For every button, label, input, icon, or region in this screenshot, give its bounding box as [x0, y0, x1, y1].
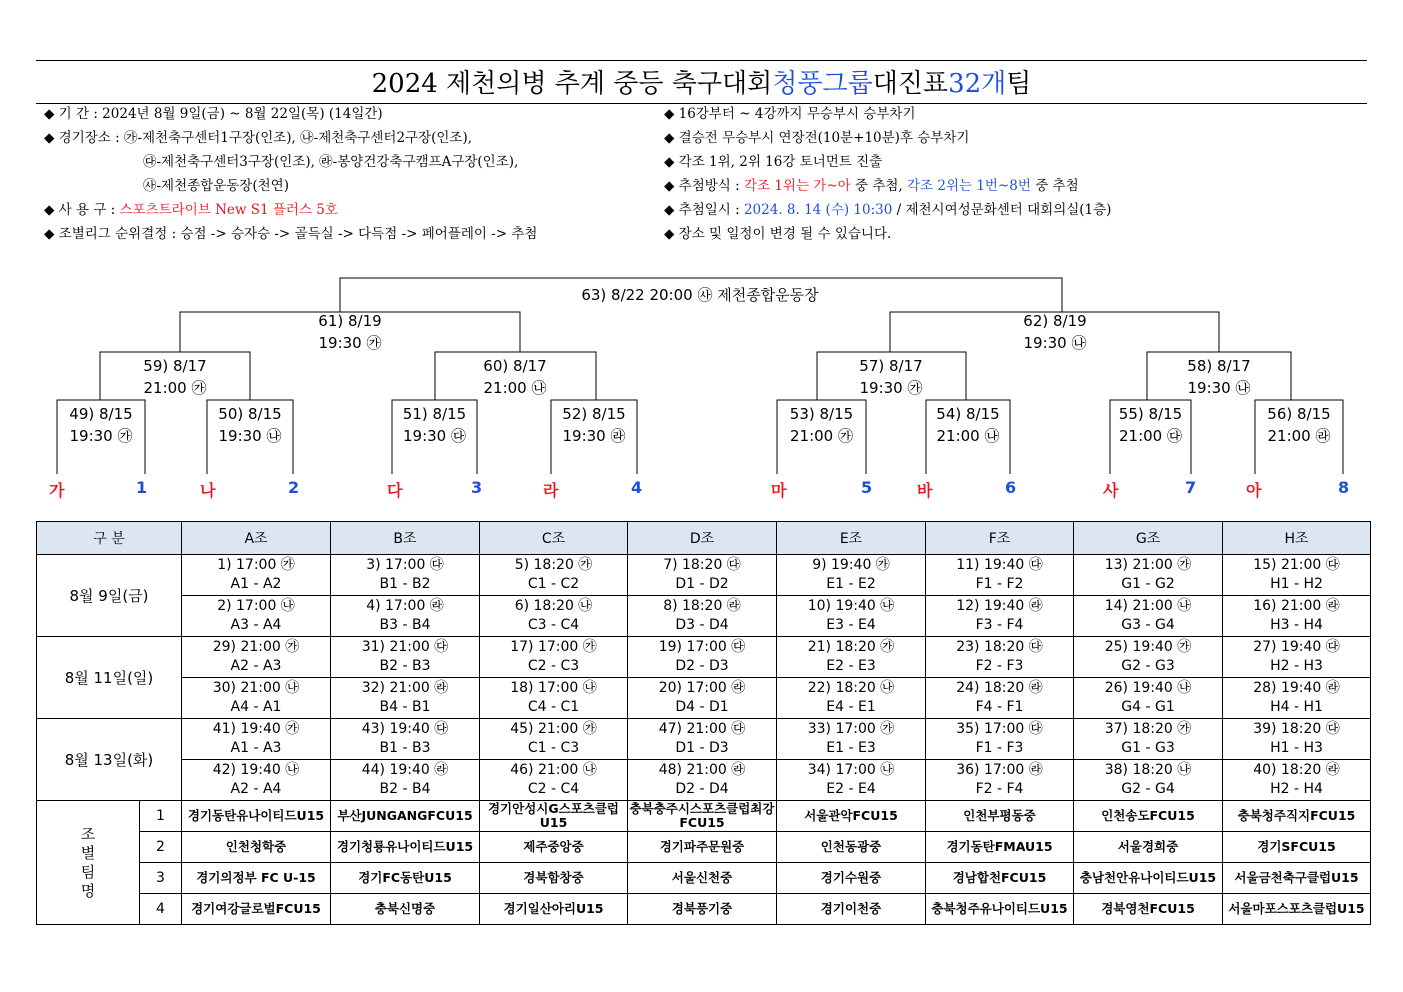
match-time: 47) 21:00 ㉰ — [658, 721, 746, 737]
team-name: 경기안성시G스포츠클럽U15 — [480, 801, 628, 832]
match-pair: C1 - C3 — [527, 740, 580, 756]
table-row — [37, 637, 1371, 678]
match-time: 14) 21:00 ㉯ — [1104, 598, 1192, 614]
match-cell — [926, 678, 1074, 719]
info-ball-label: ◆ 사 용 구 : — [44, 202, 120, 218]
team-name: 서울관악FCU15 — [777, 801, 926, 832]
match-pair: H2 - H4 — [1270, 781, 1323, 797]
match-pair: A2 - A4 — [230, 781, 282, 797]
team-name: 경북영천FCU15 — [1074, 894, 1223, 925]
match-pair: H1 - H2 — [1270, 576, 1323, 592]
match-cell — [777, 719, 926, 760]
match-pair: C2 - C4 — [527, 781, 580, 797]
match-time: 45) 21:00 ㉮ — [510, 721, 597, 737]
match-cell — [926, 637, 1074, 678]
title-text: 2024 제천의병 추계 중등 축구대회 — [371, 68, 773, 99]
info-notice: ◆ 장소 및 일정이 변경 될 수 있습니다. — [664, 226, 892, 242]
match-cell — [628, 637, 777, 678]
team-name: 경북풍기중 — [628, 894, 777, 925]
match-cell — [1223, 596, 1371, 637]
match-pair: E2 - E4 — [826, 781, 876, 797]
match-cell — [480, 760, 628, 801]
match-50-label: 50) 8/15 — [218, 405, 282, 423]
header-group: C조 — [480, 522, 628, 555]
slot-number: 4 — [631, 478, 643, 497]
team-row — [37, 832, 1371, 863]
match-cell — [1074, 555, 1223, 596]
match-cell — [480, 678, 628, 719]
match-pair: E1 - E2 — [826, 576, 876, 592]
team-name: 서울마포스포츠클럽U15 — [1223, 894, 1371, 925]
slot-letter: 가 — [49, 481, 65, 500]
match-pair: A1 - A3 — [230, 740, 282, 756]
match-52-label: 52) 8/15 — [562, 405, 626, 423]
match-time: 19) 17:00 ㉰ — [658, 639, 746, 655]
match-pair: C3 - C4 — [527, 617, 580, 633]
teams-label-char: 조 — [80, 824, 96, 843]
draw-date-value: 2024. 8. 14 (수) 10:30 — [743, 202, 893, 218]
table-row — [37, 760, 1371, 801]
header-group: D조 — [628, 522, 777, 555]
match-55-label: 55) 8/15 — [1118, 405, 1183, 423]
match-pair: A1 - A2 — [230, 576, 282, 592]
match-cell — [331, 637, 480, 678]
slot-letter: 라 — [543, 481, 559, 500]
title-rule — [36, 103, 1367, 104]
match-time: 40) 18:20 ㉱ — [1253, 762, 1340, 778]
match-56-label: 56) 8/15 — [1267, 405, 1331, 423]
match-pair: E2 - E3 — [826, 658, 876, 674]
match-pair: B3 - B4 — [379, 617, 431, 633]
info-venue-3: ㉴-제천종합운동장(천연) — [143, 178, 289, 194]
match-pair: G3 - G4 — [1121, 617, 1175, 633]
match-pair: B1 - B3 — [379, 740, 431, 756]
match-time: 5) 18:20 ㉮ — [514, 557, 593, 573]
info-draw-date — [664, 201, 1111, 219]
match-49-label: 49) 8/15 — [69, 405, 133, 423]
match-time: 34) 17:00 ㉯ — [807, 762, 895, 778]
match-58-time: 19:30 ㉯ — [1187, 379, 1251, 397]
team-name: 인천부평동중 — [926, 801, 1074, 832]
draw-second-place: 각조 2위는 1번~8번 — [907, 178, 1031, 194]
match-cell — [331, 719, 480, 760]
team-name: 경기의정부 FC U-15 — [182, 863, 331, 894]
draw-place: / 제천시여성문화센터 대회의실(1층) — [892, 202, 1112, 218]
match-61-label: 61) 8/19 — [318, 312, 382, 330]
team-name: 충북신명중 — [331, 894, 480, 925]
team-name: 제주중앙중 — [480, 832, 628, 863]
match-time: 21) 18:20 ㉮ — [807, 639, 895, 655]
slot-number: 6 — [1005, 478, 1017, 497]
team-name: 서울경희중 — [1074, 832, 1223, 863]
match-cell — [331, 760, 480, 801]
team-rank: 4 — [140, 894, 182, 925]
table-row — [37, 596, 1371, 637]
match-time: 23) 18:20 ㉰ — [956, 639, 1043, 655]
team-name: 충북청주직지FCU15 — [1223, 801, 1371, 832]
match-pair: E1 - E3 — [826, 740, 876, 756]
match-time: 6) 18:20 ㉯ — [514, 598, 593, 614]
match-cell — [628, 719, 777, 760]
match-cell — [182, 719, 331, 760]
match-cell — [628, 760, 777, 801]
match-time: 42) 19:40 ㉯ — [212, 762, 300, 778]
match-time: 8) 18:20 ㉱ — [663, 598, 741, 614]
match-time: 39) 18:20 ㉰ — [1253, 721, 1340, 737]
match-time: 28) 19:40 ㉱ — [1253, 680, 1340, 696]
team-name: 경기이천중 — [777, 894, 926, 925]
match-51-time: 19:30 ㉰ — [403, 427, 466, 445]
match-pair: A3 - A4 — [230, 617, 282, 633]
match-time: 48) 21:00 ㉱ — [658, 762, 746, 778]
info-rule-pk: ◆ 16강부터 ~ 4강까지 무승부시 승부차기 — [664, 106, 916, 122]
header-group: G조 — [1074, 522, 1223, 555]
match-time: 9) 19:40 ㉮ — [812, 557, 890, 573]
team-row — [37, 894, 1371, 925]
match-time: 3) 17:00 ㉰ — [366, 557, 444, 573]
match-pair: H4 - H1 — [1270, 699, 1323, 715]
team-name: 부산JUNGANGFCU15 — [331, 801, 480, 832]
match-60-label: 60) 8/17 — [483, 357, 547, 375]
match-pair: H1 - H3 — [1270, 740, 1323, 756]
match-time: 35) 17:00 ㉰ — [956, 721, 1043, 737]
match-cell — [182, 596, 331, 637]
slot-letter: 다 — [387, 481, 403, 500]
match-time: 2) 17:00 ㉯ — [217, 598, 295, 614]
slot-number: 2 — [288, 478, 300, 497]
match-cell — [1223, 637, 1371, 678]
match-time: 29) 21:00 ㉮ — [212, 639, 300, 655]
match-51-label: 51) 8/15 — [402, 405, 467, 423]
slot-number: 3 — [471, 478, 483, 497]
match-cell — [926, 719, 1074, 760]
match-date: 8월 11일(일) — [37, 637, 182, 719]
match-pair: G1 - G2 — [1121, 576, 1175, 592]
match-time: 17) 17:00 ㉮ — [510, 639, 597, 655]
match-pair: G1 - G3 — [1121, 740, 1175, 756]
team-rank: 3 — [140, 863, 182, 894]
team-name: 경기동탄FMAU15 — [926, 832, 1074, 863]
team-row — [37, 801, 1371, 832]
info-venue: ◆ 경기장소 : ㉮-제천축구센터1구장(인조), ㉯-제천축구센터2구장(인조), — [44, 130, 473, 146]
match-pair: H2 - H3 — [1270, 658, 1323, 674]
team-name: 경기일산아리U15 — [480, 894, 628, 925]
page-title — [36, 60, 1367, 102]
match-time: 32) 21:00 ㉱ — [361, 680, 449, 696]
match-62-label: 62) 8/19 — [1023, 312, 1087, 330]
match-cell — [777, 637, 926, 678]
slot-letter: 나 — [200, 481, 216, 500]
match-time: 43) 19:40 ㉰ — [361, 721, 449, 737]
match-cell — [1074, 760, 1223, 801]
match-cell — [777, 760, 926, 801]
match-time: 20) 17:00 ㉱ — [658, 680, 746, 696]
info-draw-method — [664, 177, 1079, 195]
header-group: A조 — [182, 522, 331, 555]
match-53-label: 53) 8/15 — [789, 405, 854, 423]
team-name: 충북청주유나이티드U15 — [926, 894, 1074, 925]
team-name: 서울금천축구클럽U15 — [1223, 863, 1371, 894]
table-header-row — [37, 522, 1371, 555]
slot-letter: 바 — [917, 481, 933, 500]
match-cell — [777, 555, 926, 596]
match-pair: B4 - B1 — [379, 699, 431, 715]
table-row — [37, 555, 1371, 596]
slot-letter: 사 — [1103, 481, 1119, 500]
match-time: 33) 17:00 ㉮ — [807, 721, 895, 737]
match-pair: D1 - D3 — [675, 740, 729, 756]
match-pair: D2 - D3 — [675, 658, 729, 674]
slot-number: 1 — [136, 478, 148, 497]
match-cell — [628, 678, 777, 719]
match-59-time: 21:00 ㉮ — [143, 379, 207, 397]
match-cell — [1074, 637, 1223, 678]
match-pair: F2 - F3 — [975, 658, 1024, 674]
header-group: E조 — [777, 522, 926, 555]
match-pair: B2 - B4 — [379, 781, 431, 797]
teams-label-char: 명 — [80, 881, 96, 900]
team-name: 경기파주문원중 — [628, 832, 777, 863]
header-group: H조 — [1223, 522, 1371, 555]
match-time: 30) 21:00 ㉯ — [212, 680, 300, 696]
slot-number: 5 — [861, 478, 873, 497]
title-text-2: 대진표 — [872, 68, 949, 99]
slot-number: 8 — [1338, 478, 1350, 497]
draw-method-label: ◆ 추첨방식 : — [664, 178, 744, 194]
team-name: 충남천안유나이티드U15 — [1074, 863, 1223, 894]
match-time: 10) 19:40 ㉯ — [807, 598, 895, 614]
team-name: 충북충주시스포츠클럽최강FCU15 — [628, 801, 777, 832]
header-group: F조 — [926, 522, 1074, 555]
draw-text-2: 중 추첨 — [1030, 178, 1079, 194]
match-time: 36) 17:00 ㉱ — [956, 762, 1043, 778]
match-pair: C1 - C2 — [527, 576, 580, 592]
info-rule-advance: ◆ 각조 1위, 2위 16강 토너먼트 진출 — [664, 154, 883, 170]
match-time: 16) 21:00 ㉱ — [1253, 598, 1340, 614]
match-pair: A4 - A1 — [230, 699, 282, 715]
match-cell — [628, 596, 777, 637]
team-row — [37, 863, 1371, 894]
match-pair: D4 - D1 — [675, 699, 729, 715]
match-cell — [480, 596, 628, 637]
match-61-time: 19:30 ㉮ — [318, 334, 382, 352]
match-cell — [777, 596, 926, 637]
teams-label — [37, 801, 140, 925]
match-cell — [182, 637, 331, 678]
match-57-time: 19:30 ㉮ — [859, 379, 923, 397]
header-group: B조 — [331, 522, 480, 555]
team-name: 경기SFCU15 — [1223, 832, 1371, 863]
table-row — [37, 719, 1371, 760]
match-pair: C4 - C1 — [527, 699, 580, 715]
match-time: 38) 18:20 ㉯ — [1104, 762, 1192, 778]
draw-first-place: 각조 1위는 가~아 — [743, 178, 851, 194]
match-cell — [1223, 678, 1371, 719]
match-cell — [480, 637, 628, 678]
match-cell — [1074, 596, 1223, 637]
match-time: 27) 19:40 ㉰ — [1253, 639, 1340, 655]
match-cell — [1223, 760, 1371, 801]
match-pair: H3 - H4 — [1270, 617, 1323, 633]
draw-date-label: ◆ 추첨일시 : — [664, 202, 744, 218]
match-cell — [777, 678, 926, 719]
draw-text: 중 추첨, — [850, 178, 907, 194]
match-49-time: 19:30 ㉮ — [69, 427, 133, 445]
match-time: 18) 17:00 ㉯ — [510, 680, 597, 696]
match-cell — [1223, 555, 1371, 596]
match-52-time: 19:30 ㉱ — [562, 427, 626, 445]
team-name: 인천동광중 — [777, 832, 926, 863]
match-cell — [926, 760, 1074, 801]
match-time: 26) 19:40 ㉯ — [1104, 680, 1192, 696]
team-name: 경북함창중 — [480, 863, 628, 894]
match-63-label: 63) 8/22 20:00 ㉴ 제천종합운동장 — [581, 286, 819, 304]
schedule-table — [36, 521, 1371, 925]
slot-number: 7 — [1185, 478, 1197, 497]
match-pair: F3 - F4 — [975, 617, 1024, 633]
header-category: 구 분 — [37, 522, 182, 555]
match-58-label: 58) 8/17 — [1187, 357, 1251, 375]
team-rank: 2 — [140, 832, 182, 863]
match-time: 22) 18:20 ㉯ — [807, 680, 895, 696]
match-date: 8월 13일(화) — [37, 719, 182, 801]
match-time: 13) 21:00 ㉮ — [1104, 557, 1192, 573]
match-57-label: 57) 8/17 — [859, 357, 923, 375]
match-time: 24) 18:20 ㉱ — [956, 680, 1043, 696]
match-pair: F4 - F1 — [975, 699, 1024, 715]
match-55-time: 21:00 ㉰ — [1119, 427, 1182, 445]
match-56-time: 21:00 ㉱ — [1267, 427, 1331, 445]
title-team-count: 32개 — [948, 68, 1007, 99]
table-row — [37, 678, 1371, 719]
team-name: 경기청룡유나이티드U15 — [331, 832, 480, 863]
match-time: 7) 18:20 ㉰ — [663, 557, 741, 573]
info-period: ◆ 기 간 : 2024년 8월 9일(금) ~ 8월 22일(목) (14일간) — [44, 106, 383, 122]
match-date: 8월 9일(금) — [37, 555, 182, 637]
match-cell — [331, 678, 480, 719]
slot-letter: 아 — [1246, 481, 1262, 500]
match-time: 12) 19:40 ㉱ — [956, 598, 1043, 614]
match-pair: F2 - F4 — [975, 781, 1024, 797]
title-text-3: 팀 — [1006, 68, 1032, 99]
match-54-time: 21:00 ㉯ — [936, 427, 1000, 445]
match-53-time: 21:00 ㉮ — [790, 427, 853, 445]
match-time: 11) 19:40 ㉰ — [956, 557, 1043, 573]
match-54-label: 54) 8/15 — [936, 405, 1000, 423]
info-ranking-rule: ◆ 조별리그 순위결정 : 승점 -> 승자승 -> 골득실 -> 다득점 -> 페어플레이 -> 추첨 — [44, 226, 538, 242]
match-time: 15) 21:00 ㉰ — [1253, 557, 1340, 573]
match-pair: A2 - A3 — [230, 658, 282, 674]
team-name: 경기동탄유나이티드U15 — [182, 801, 331, 832]
match-62-time: 19:30 ㉯ — [1023, 334, 1087, 352]
match-pair: D3 - D4 — [675, 617, 729, 633]
team-name: 서울신천중 — [628, 863, 777, 894]
match-pair: B2 - B3 — [379, 658, 431, 674]
teams-label-char: 별 — [80, 843, 96, 862]
match-cell — [331, 596, 480, 637]
match-pair: G2 - G3 — [1121, 658, 1175, 674]
match-59-label: 59) 8/17 — [143, 357, 207, 375]
match-time: 1) 17:00 ㉮ — [217, 557, 295, 573]
team-name: 경남합천FCU15 — [926, 863, 1074, 894]
team-rank: 1 — [140, 801, 182, 832]
team-name: 인천송도FCU15 — [1074, 801, 1223, 832]
match-cell — [926, 555, 1074, 596]
match-time: 37) 18:20 ㉮ — [1104, 721, 1192, 737]
match-cell — [182, 678, 331, 719]
match-cell — [1223, 719, 1371, 760]
info-ball — [44, 201, 338, 219]
match-time: 41) 19:40 ㉮ — [212, 721, 300, 737]
match-cell — [926, 596, 1074, 637]
match-cell — [480, 719, 628, 760]
match-pair: D1 - D2 — [675, 576, 729, 592]
info-ball-value: 스포츠트라이브 New S1 플러스 5호 — [119, 202, 338, 218]
match-pair: B1 - B2 — [379, 576, 431, 592]
match-cell — [182, 555, 331, 596]
match-pair: D2 - D4 — [675, 781, 729, 797]
title-group-name: 청풍그룹 — [772, 68, 873, 99]
match-pair: E4 - E1 — [826, 699, 876, 715]
info-venue-2: ㉰-제천축구센터3구장(인조), ㉱-봉양건강축구캠프A구장(인조), — [143, 154, 519, 170]
team-name: 경기수원중 — [777, 863, 926, 894]
team-name: 경기여강글로벌FCU15 — [182, 894, 331, 925]
match-pair: E3 - E4 — [826, 617, 876, 633]
match-cell — [1074, 678, 1223, 719]
teams-label-char: 팀 — [80, 862, 96, 881]
match-pair: F1 - F3 — [975, 740, 1024, 756]
info-rule-final: ◆ 결승전 무승부시 연장전(10분+10분)후 승부차기 — [664, 130, 970, 146]
match-pair: F1 - F2 — [975, 576, 1024, 592]
match-pair: G2 - G4 — [1121, 781, 1175, 797]
team-name: 경기FC동탄U15 — [331, 863, 480, 894]
match-time: 31) 21:00 ㉰ — [361, 639, 449, 655]
match-time: 44) 19:40 ㉱ — [361, 762, 449, 778]
match-pair: G4 - G1 — [1121, 699, 1175, 715]
match-time: 25) 19:40 ㉮ — [1104, 639, 1192, 655]
match-50-time: 19:30 ㉯ — [218, 427, 282, 445]
match-time: 46) 21:00 ㉯ — [510, 762, 597, 778]
slot-letter: 마 — [771, 481, 787, 500]
match-60-time: 21:00 ㉯ — [483, 379, 547, 397]
match-cell — [628, 555, 777, 596]
match-cell — [331, 555, 480, 596]
team-name: 인천청학중 — [182, 832, 331, 863]
match-cell — [1074, 719, 1223, 760]
match-time: 4) 17:00 ㉱ — [366, 598, 444, 614]
match-cell — [480, 555, 628, 596]
match-cell — [182, 760, 331, 801]
match-pair: C2 - C3 — [527, 658, 580, 674]
